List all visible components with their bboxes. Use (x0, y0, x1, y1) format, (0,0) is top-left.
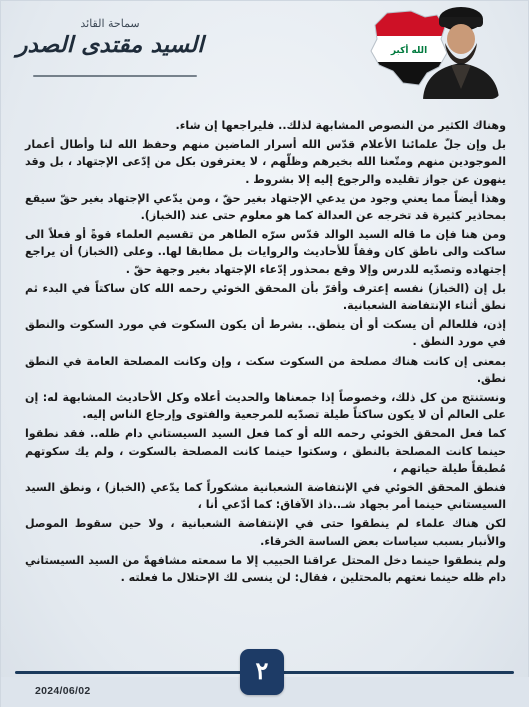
paragraph-9: كما فعل المحقق الخوئي رحمه الله أو كما فعل السيد السيستاني دام ظله.. فقد نطقوا حينما كانت المصلحة بالنطق ، وسكتوا حينما كانت المصلحة بالسكوت ، ولم يك سكوتهم مُطبقاً طيلة حياتهم ، (25, 427, 506, 475)
document-date: 2024/06/02 (35, 685, 91, 697)
calligraphy-title: سماحة القائد (80, 17, 140, 30)
paragraph-3: وهذا أيضاً مما يعني وجود من يدعي الإجتهاد بغير حقّ ، ومن يدّعي الإجتهاد بغير حقّ سيقع بمحاذير كثيرة قد تخرجه عن العدالة كما هو معلوم حتى عند (الخباز). (25, 191, 506, 223)
calligraphy-flourish (33, 75, 197, 77)
paragraph-5: بل إن (الخباز) نفسه إعترف وأقرّ بأن المحقق الخوئي رحمه الله كان ساكتاً في البدء ثم نطق أثناء الإنتفاضة الشعبانية. (25, 281, 506, 313)
document-body (25, 117, 506, 588)
paragraph-4: ومن هنا فإن ما قاله السيد الوالد قدّس سرّه الطاهر من تقسيم العلماء قوةً أو فعلاً الى ساكت والى ناطق كان وفقاً للأحاديث والروايات بل مطابقا لها.. وعلى (الخباز) أن يراجع إجتهاده وتصدّيه للدرس وإلا وقع بمحذور إدّعاء الإجتهاد بغير وجهة حقّ . (25, 228, 506, 276)
paragraph-7: بمعنى إن كانت هناك مصلحة من السكوت سكت ، وإن وكانت المصلحة العامة في النطق نطق. (25, 354, 506, 385)
paragraph-1: وهناك الكثير من النصوص المشابهة لذلك.. فليراجعها إن شاء. (175, 119, 506, 132)
paragraph-2: بل وإن جلّ علمائنا الأعلام قدّس الله أسرار الماضين منهم وحفظ الله لنا وأطال أعمار الموجودين منهم ومتّعنا الله بخيرهم وظلّهم ، لا يعترفون بكل من إدّعى الإجتهاد ، بل وقد ينهون عن جواز تقليده والرجوع إليه إلا بشروط . (25, 138, 506, 186)
header (1, 1, 529, 107)
paragraph-6: إذن، فللعالم أن يسكت أو أن ينطق.. بشرط أن يكون السكوت في مورد السكوت والنطق في مورد النطق . (25, 318, 506, 349)
calligraphy-logo (15, 17, 205, 87)
paragraph-8: ونستنتج من كل ذلك، وخصوصاً إذا جمعناها والحديث أعلاه وكل الأحاديث المشابهة له: إن على العالم أن لا يكون ساكتاً طيلة تصدّيه للمرجعية والفتوى وإرجاع الناس إليه. (25, 391, 506, 422)
flag-takbir-text: الله أكبر (390, 46, 428, 56)
portrait-image (415, 3, 501, 99)
paragraph-10: فنطق المحقق الخوئي في الإنتفاضة الشعبانية مشكوراً كما يدّعي (الخباز) ، ونطق السيد السيستاني حينما أمر بجهاد شـ..ذاذ الآفاق: كما أدّعي أنا ، (25, 481, 506, 512)
paragraph-12: ولم ينطقوا حينما دخل المحتل عراقنا الحبيب إلا ما سمعته مشافهةً من السيد السيستاني دام ظله حينما نعتهم بالمحتلين ، فقال: لن ينسى لك الإحتلال ما فعلته . (25, 553, 506, 585)
paragraph-11: لكن هناك علماء لم ينطقوا حتى في الإنتفاضة الشعبانية ، ولا حين سقوط الموصل والأنبار بسبب سياسات بعض الساسة الخرقاء. (25, 517, 506, 548)
calligraphy-name: السيد مقتدى الصدر (16, 32, 204, 58)
page-number-badge: ٢ (240, 649, 284, 695)
